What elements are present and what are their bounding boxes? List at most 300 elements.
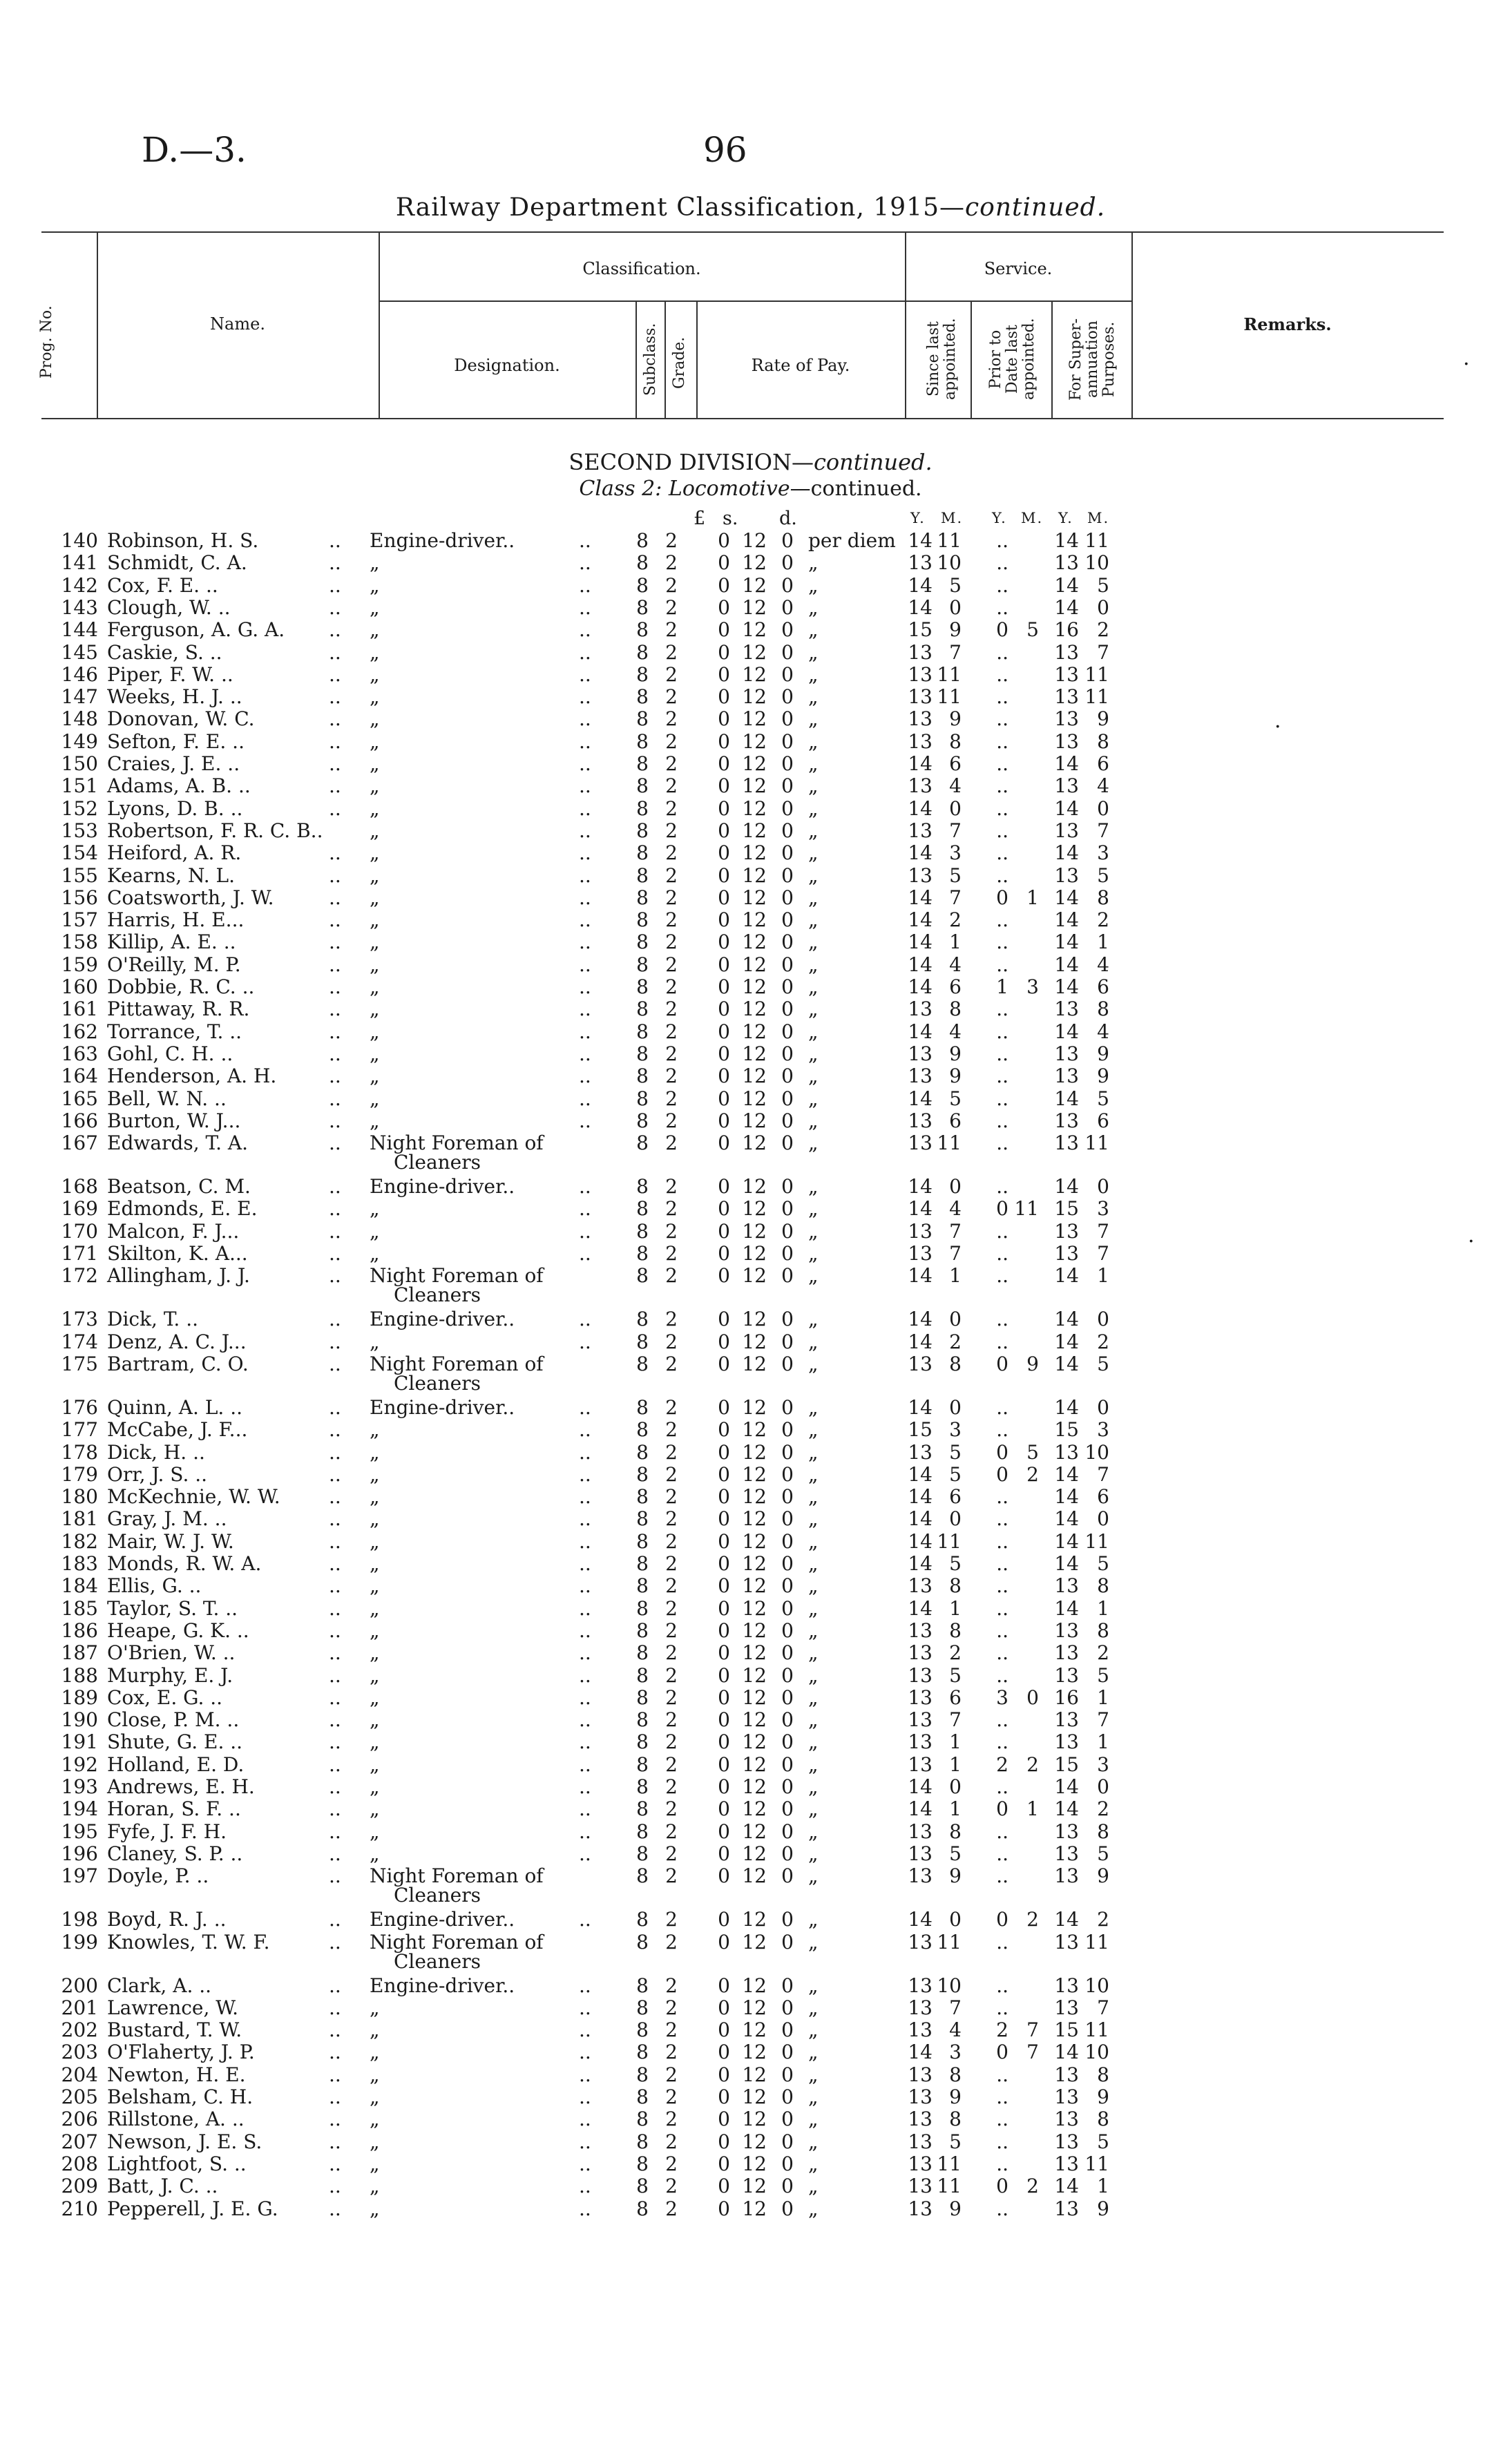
cell-name: Robertson, F. R. C. B..	[107, 819, 323, 842]
cell-designation: „	[370, 1574, 380, 1598]
cell-since-years: 13	[908, 2063, 933, 2086]
table-row	[0, 1397, 1501, 1418]
cell-pay-shillings: 12	[742, 1462, 767, 1486]
cell-prior-years: ..	[996, 819, 1008, 842]
cell-pay-shillings: 12	[742, 1264, 767, 1288]
cell-grade: 2	[665, 2152, 678, 2175]
cell-pay-pence: 0	[781, 2175, 794, 2198]
cell-grade: 2	[665, 1242, 678, 1265]
table-row	[0, 1221, 1501, 1242]
cell-super-years: 13	[1054, 1663, 1079, 1687]
cell-leader-2: ..	[579, 2041, 591, 2064]
cell-designation-continued: Cleaners	[394, 1371, 481, 1395]
cell-pay-pounds: 0	[718, 774, 730, 798]
cell-name: Close, P. M. ..	[107, 1708, 240, 1732]
cell-prior-years: 0	[996, 1462, 1008, 1486]
cell-pay-shillings: 12	[742, 1753, 767, 1776]
cell-prior-years: ..	[996, 1996, 1008, 2019]
cell-super-years: 13	[1054, 1730, 1079, 1754]
cell-grade: 2	[665, 1064, 678, 1088]
cell-since-years: 13	[908, 2152, 933, 2175]
cell-grade: 2	[665, 908, 678, 932]
cell-pay-period: „	[808, 752, 819, 775]
table-row	[0, 531, 1501, 551]
cell-leader: ..	[329, 1395, 341, 1419]
cell-pay-period: „	[808, 1308, 819, 1331]
cell-since-years: 14	[908, 953, 933, 976]
cell-super-months: 5	[1097, 1842, 1109, 1865]
cell-pay-pounds: 0	[718, 2108, 730, 2131]
cell-prog-no: 169	[61, 1197, 98, 1221]
cell-grade: 2	[665, 1641, 678, 1665]
cell-subclass: 8	[636, 2018, 649, 2042]
cell-since-years: 13	[908, 1242, 933, 1265]
cell-subclass: 8	[636, 1109, 649, 1132]
cell-grade: 2	[665, 1352, 678, 1375]
cell-designation: Engine-driver..	[370, 1974, 515, 1997]
cell-prior-months: 0	[1026, 1685, 1039, 1709]
cell-subclass: 8	[636, 1641, 649, 1665]
cell-since-years: 13	[908, 551, 933, 575]
cell-grade: 2	[665, 2108, 678, 2131]
table-row	[0, 662, 1501, 686]
cell-since-years: 14	[908, 573, 933, 597]
cell-since-months: 9	[949, 707, 962, 731]
table-row	[0, 843, 1501, 863]
cell-grade: 2	[665, 1418, 678, 1442]
cell-designation: „	[370, 1618, 380, 1642]
cell-super-years: 13	[1054, 1930, 1079, 1954]
cell-leader: ..	[329, 796, 341, 820]
cell-prior-years: ..	[996, 1087, 1008, 1110]
cell-pay-pounds: 0	[718, 1507, 730, 1531]
cell-prior-years: ..	[996, 1308, 1008, 1331]
cell-prog-no: 159	[61, 953, 98, 976]
cell-subclass: 8	[636, 618, 649, 642]
cell-leader: ..	[329, 774, 341, 798]
cell-subclass: 8	[636, 908, 649, 932]
cell-designation: Engine-driver..	[370, 529, 515, 552]
cell-pay-period: „	[808, 1842, 819, 1865]
cell-pay-pounds: 0	[718, 886, 730, 909]
cell-prog-no: 190	[61, 1708, 98, 1732]
cell-designation: „	[370, 2018, 380, 2042]
cell-pay-period: „	[808, 1418, 819, 1442]
cell-super-months: 7	[1097, 1708, 1109, 1732]
cell-since-months: 6	[949, 1685, 962, 1709]
cell-since-years: 14	[908, 1020, 933, 1043]
cell-pay-pence: 0	[781, 774, 794, 798]
cell-prog-no: 172	[61, 1264, 98, 1288]
cell-grade: 2	[665, 1574, 678, 1598]
cell-name: Lyons, D. B. ..	[107, 796, 243, 820]
cell-pay-pounds: 0	[718, 1685, 730, 1709]
cell-prog-no: 200	[61, 1974, 98, 1997]
col-classification: Classification.	[582, 259, 701, 278]
cell-super-months: 8	[1097, 1574, 1109, 1598]
cell-name: Bustard, T. W.	[107, 2018, 242, 2042]
cell-leader-2: ..	[579, 1485, 591, 1509]
cell-since-years: 13	[908, 1042, 933, 1065]
cell-pay-shillings: 12	[742, 1175, 767, 1198]
table-row	[0, 2109, 1501, 2130]
cell-pay-period: „	[808, 841, 819, 865]
cell-leader-2: ..	[579, 752, 591, 775]
cell-super-years: 14	[1054, 1485, 1079, 1509]
cell-designation: „	[370, 774, 380, 798]
cell-name: Batt, J. C. ..	[107, 2175, 218, 2198]
cell-leader-2: ..	[579, 841, 591, 865]
cell-pay-pounds: 0	[718, 1197, 730, 1221]
cell-pay-shillings: 12	[742, 2175, 767, 2198]
cell-name: Doyle, P. ..	[107, 1864, 209, 1888]
table-row	[0, 1487, 1501, 1507]
cell-subclass: 8	[636, 1418, 649, 1442]
table-row	[0, 1066, 1501, 1087]
cell-leader-2: ..	[579, 1242, 591, 1265]
cell-pay-pounds: 0	[718, 1109, 730, 1132]
cell-since-years: 13	[908, 1618, 933, 1642]
cell-leader-2: ..	[579, 1996, 591, 2019]
cell-pay-pence: 0	[781, 841, 794, 865]
cell-leader: ..	[329, 1242, 341, 1265]
cell-designation: „	[370, 1064, 380, 1088]
cell-pay-shillings: 12	[742, 2197, 767, 2220]
table-row	[0, 1598, 1501, 1619]
cell-super-months: 0	[1097, 1395, 1109, 1419]
cell-since-months: 2	[949, 1641, 962, 1665]
cell-grade: 2	[665, 1529, 678, 1553]
cell-name: Rillstone, A. ..	[107, 2108, 245, 2131]
cell-pay-period: „	[808, 707, 819, 731]
cell-prog-no: 183	[61, 1552, 98, 1575]
cell-pay-pounds: 0	[718, 595, 730, 619]
cell-leader: ..	[329, 1797, 341, 1821]
cell-grade: 2	[665, 2063, 678, 2086]
cell-pay-period: „	[808, 1552, 819, 1575]
cell-designation: „	[370, 953, 380, 976]
table-row	[0, 1930, 1501, 1973]
cell-leader: ..	[329, 1440, 341, 1464]
cell-prior-years: ..	[996, 1820, 1008, 1843]
col-rate: Rate of Pay.	[751, 356, 850, 375]
cell-since-months: 11	[937, 2152, 962, 2175]
cell-pay-shillings: 12	[742, 640, 767, 664]
title-continued: continued.	[965, 193, 1106, 222]
cell-since-years: 14	[908, 1552, 933, 1575]
cell-name: Malcon, F. J...	[107, 1219, 240, 1243]
cell-leader: ..	[329, 1529, 341, 1553]
cell-leader: ..	[329, 1175, 341, 1198]
margin-speck-3: ·	[1468, 1230, 1475, 1254]
cell-pay-shillings: 12	[742, 1529, 767, 1553]
cell-pay-shillings: 12	[742, 1685, 767, 1709]
cell-since-years: 13	[908, 1842, 933, 1865]
cell-pay-shillings: 12	[742, 863, 767, 887]
cell-name: Kearns, N. L.	[107, 863, 236, 887]
cell-prog-no: 203	[61, 2041, 98, 2064]
cell-name: Killip, A. E. ..	[107, 930, 236, 954]
cell-grade: 2	[665, 1087, 678, 1110]
table-row	[0, 821, 1501, 841]
cell-pay-pence: 0	[781, 1264, 794, 1288]
cell-super-years: 13	[1054, 1440, 1079, 1464]
cell-pay-period: „	[808, 1529, 819, 1553]
cell-since-years: 13	[908, 819, 933, 842]
cell-prior-years: ..	[996, 1864, 1008, 1888]
cell-since-years: 13	[908, 997, 933, 1021]
cell-prog-no: 199	[61, 1930, 98, 1954]
cell-designation: „	[370, 1552, 380, 1575]
cell-since-months: 7	[949, 1242, 962, 1265]
cell-prior-years: ..	[996, 2085, 1008, 2108]
cell-subclass: 8	[636, 1395, 649, 1419]
cell-subclass: 8	[636, 1753, 649, 1776]
cell-prog-no: 201	[61, 1996, 98, 2019]
cell-grade: 2	[665, 975, 678, 998]
table-row	[0, 1822, 1501, 1842]
cell-pay-pounds: 0	[718, 729, 730, 753]
cell-leader: ..	[329, 1064, 341, 1088]
cell-grade: 2	[665, 1775, 678, 1798]
cell-prog-no: 143	[61, 595, 98, 619]
cell-subclass: 8	[636, 819, 649, 842]
cell-leader: ..	[329, 1507, 341, 1531]
cell-prior-years: ..	[996, 2152, 1008, 2175]
cell-grade: 2	[665, 529, 678, 552]
col-name: Name.	[210, 314, 265, 334]
cell-grade: 2	[665, 1842, 678, 1865]
cell-pay-shillings: 12	[742, 1708, 767, 1732]
cell-since-months: 6	[949, 1485, 962, 1509]
cell-prog-no: 208	[61, 2152, 98, 2175]
cell-name: Claney, S. P. ..	[107, 1842, 243, 1865]
cell-prog-no: 181	[61, 1507, 98, 1531]
cell-since-years: 14	[908, 1908, 933, 1931]
page-number: 96	[703, 130, 747, 170]
cell-prior-months: 3	[1026, 975, 1039, 998]
cell-designation: „	[370, 819, 380, 842]
col-grade: Grade.	[671, 336, 688, 389]
cell-subclass: 8	[636, 1775, 649, 1798]
cell-super-months: 8	[1097, 886, 1109, 909]
cell-pay-pence: 0	[781, 1574, 794, 1598]
cell-designation: „	[370, 685, 380, 709]
cell-grade: 2	[665, 1175, 678, 1198]
cell-leader-2: ..	[579, 975, 591, 998]
cell-pay-shillings: 12	[742, 1596, 767, 1620]
cell-super-months: 1	[1097, 2175, 1109, 2198]
table-row	[0, 1089, 1501, 1109]
cell-pay-pounds: 0	[718, 1708, 730, 1732]
cell-prior-years: 0	[996, 618, 1008, 642]
cell-leader: ..	[329, 1996, 341, 2019]
section-main: SECOND DIVISION—	[568, 449, 814, 475]
cell-since-years: 13	[908, 1440, 933, 1464]
cell-leader-2: ..	[579, 2130, 591, 2153]
cell-pay-period: „	[808, 1908, 819, 1931]
cell-super-years: 13	[1054, 819, 1079, 842]
cell-grade: 2	[665, 1864, 678, 1888]
cell-pay-period: „	[808, 1730, 819, 1754]
cell-leader: ..	[329, 2063, 341, 2086]
cell-prior-months: 7	[1026, 2041, 1039, 2064]
cell-name: Heiford, A. R.	[107, 841, 242, 865]
cell-super-years: 13	[1054, 1574, 1079, 1598]
cell-super-years: 14	[1054, 1552, 1079, 1575]
cell-leader-2: ..	[579, 953, 591, 976]
cell-super-months: 7	[1097, 1219, 1109, 1243]
cell-pay-pence: 0	[781, 1131, 794, 1155]
cell-prior-years: ..	[996, 930, 1008, 954]
cell-subclass: 8	[636, 707, 649, 731]
cell-since-years: 13	[908, 1820, 933, 1843]
cell-designation: „	[370, 796, 380, 820]
cell-leader: ..	[329, 529, 341, 552]
cell-prog-no: 202	[61, 2018, 98, 2042]
cell-grade: 2	[665, 1730, 678, 1754]
cell-subclass: 8	[636, 1064, 649, 1088]
cell-pay-pence: 0	[781, 1930, 794, 1954]
cell-since-years: 14	[908, 886, 933, 909]
cell-pay-period: „	[808, 908, 819, 932]
cell-prior-years: 0	[996, 2175, 1008, 2198]
cell-designation: „	[370, 2085, 380, 2108]
cell-prior-years: 1	[996, 975, 1008, 998]
cell-since-years: 15	[908, 1418, 933, 1442]
cell-since-months: 7	[949, 1219, 962, 1243]
cell-super-years: 13	[1054, 1708, 1079, 1732]
cell-pay-pounds: 0	[718, 2063, 730, 2086]
table-row	[0, 1777, 1501, 1797]
cell-super-months: 6	[1097, 975, 1109, 998]
cell-prior-years: ..	[996, 685, 1008, 709]
cell-subclass: 8	[636, 685, 649, 709]
cell-grade: 2	[665, 1440, 678, 1464]
cell-since-months: 7	[949, 1996, 962, 2019]
cell-leader-2: ..	[579, 1109, 591, 1132]
cell-pay-pounds: 0	[718, 1064, 730, 1088]
cell-pay-pounds: 0	[718, 1596, 730, 1620]
cell-grade: 2	[665, 729, 678, 753]
cell-leader: ..	[329, 1974, 341, 1997]
cell-pay-period: „	[808, 662, 819, 686]
cell-since-months: 9	[949, 1042, 962, 1065]
cell-leader-2: ..	[579, 1175, 591, 1198]
cell-since-months: 4	[949, 774, 962, 798]
cell-name: Beatson, C. M.	[107, 1175, 251, 1198]
cell-pay-period: „	[808, 1864, 819, 1888]
cell-name: Boyd, R. J. ..	[107, 1908, 227, 1931]
cell-prog-no: 205	[61, 2085, 98, 2108]
cell-prog-no: 153	[61, 819, 98, 842]
cell-leader: ..	[329, 1552, 341, 1575]
cell-super-months: 11	[1084, 1529, 1109, 1553]
cell-prog-no: 151	[61, 774, 98, 798]
cell-pay-period: „	[808, 863, 819, 887]
cell-pay-shillings: 12	[742, 1485, 767, 1509]
cell-pay-shillings: 12	[742, 1087, 767, 1110]
cell-super-months: 11	[1084, 1131, 1109, 1155]
cell-prior-years: ..	[996, 796, 1008, 820]
cell-pay-pence: 0	[781, 1974, 794, 1997]
cell-name: Allingham, J. J.	[107, 1264, 250, 1288]
cell-prior-years: 3	[996, 1685, 1008, 1709]
cell-pay-period: „	[808, 2108, 819, 2131]
cell-subclass: 8	[636, 551, 649, 575]
cell-since-months: 1	[949, 1797, 962, 1821]
cell-designation: „	[370, 2130, 380, 2153]
cell-super-years: 14	[1054, 1775, 1079, 1798]
cell-name: Harris, H. E...	[107, 908, 245, 932]
cell-super-months: 3	[1097, 1418, 1109, 1442]
cell-subclass: 8	[636, 1663, 649, 1687]
cell-pay-shillings: 12	[742, 707, 767, 731]
cell-pay-period: „	[808, 1996, 819, 2019]
cell-name: Weeks, H. J. ..	[107, 685, 242, 709]
cell-prior-years: ..	[996, 595, 1008, 619]
header-rule-top	[41, 231, 1444, 233]
cell-grade: 2	[665, 2130, 678, 2153]
cell-designation: „	[370, 1440, 380, 1464]
cell-subclass: 8	[636, 1352, 649, 1375]
cell-since-years: 13	[908, 1219, 933, 1243]
cell-super-months: 1	[1097, 1264, 1109, 1288]
cell-leader: ..	[329, 1042, 341, 1065]
cell-prog-no: 173	[61, 1308, 98, 1331]
cell-designation: „	[370, 1730, 380, 1754]
cell-super-years: 14	[1054, 1507, 1079, 1531]
table-row	[0, 1732, 1501, 1753]
cell-since-years: 14	[908, 1087, 933, 1110]
table-row	[0, 2087, 1501, 2108]
cell-leader: ..	[329, 640, 341, 664]
cell-pay-pence: 0	[781, 685, 794, 709]
cell-pay-pence: 0	[781, 618, 794, 642]
cell-super-years: 15	[1054, 1753, 1079, 1776]
cell-since-months: 11	[937, 685, 962, 709]
cell-super-years: 14	[1054, 930, 1079, 954]
cell-pay-pounds: 0	[718, 1462, 730, 1486]
cell-since-months: 11	[937, 529, 962, 552]
cell-super-months: 8	[1097, 1618, 1109, 1642]
cell-leader-2: ..	[579, 685, 591, 709]
cell-subclass: 8	[636, 886, 649, 909]
cell-name: Monds, R. W. A.	[107, 1552, 262, 1575]
table-row	[0, 1176, 1501, 1197]
cell-prior-years: ..	[996, 1264, 1008, 1288]
cell-grade: 2	[665, 1996, 678, 2019]
cell-since-years: 14	[908, 1197, 933, 1221]
cell-subclass: 8	[636, 1864, 649, 1888]
cell-pay-period: „	[808, 1109, 819, 1132]
cell-since-months: 9	[949, 1064, 962, 1088]
cell-pay-pence: 0	[781, 2041, 794, 2064]
cell-leader-2: ..	[579, 2018, 591, 2042]
cell-subclass: 8	[636, 1596, 649, 1620]
unit-shillings: s.	[723, 508, 738, 529]
cell-leader-2: ..	[579, 1685, 591, 1709]
cell-super-years: 14	[1054, 953, 1079, 976]
table-row	[0, 2065, 1501, 2085]
cell-prior-years: ..	[996, 1109, 1008, 1132]
cell-super-years: 14	[1054, 2175, 1079, 2198]
cell-super-months: 11	[1084, 2018, 1109, 2042]
table-row	[0, 1755, 1501, 1775]
cell-prior-years: 0	[996, 1197, 1008, 1221]
cell-leader: ..	[329, 930, 341, 954]
cell-pay-pence: 0	[781, 1797, 794, 1821]
